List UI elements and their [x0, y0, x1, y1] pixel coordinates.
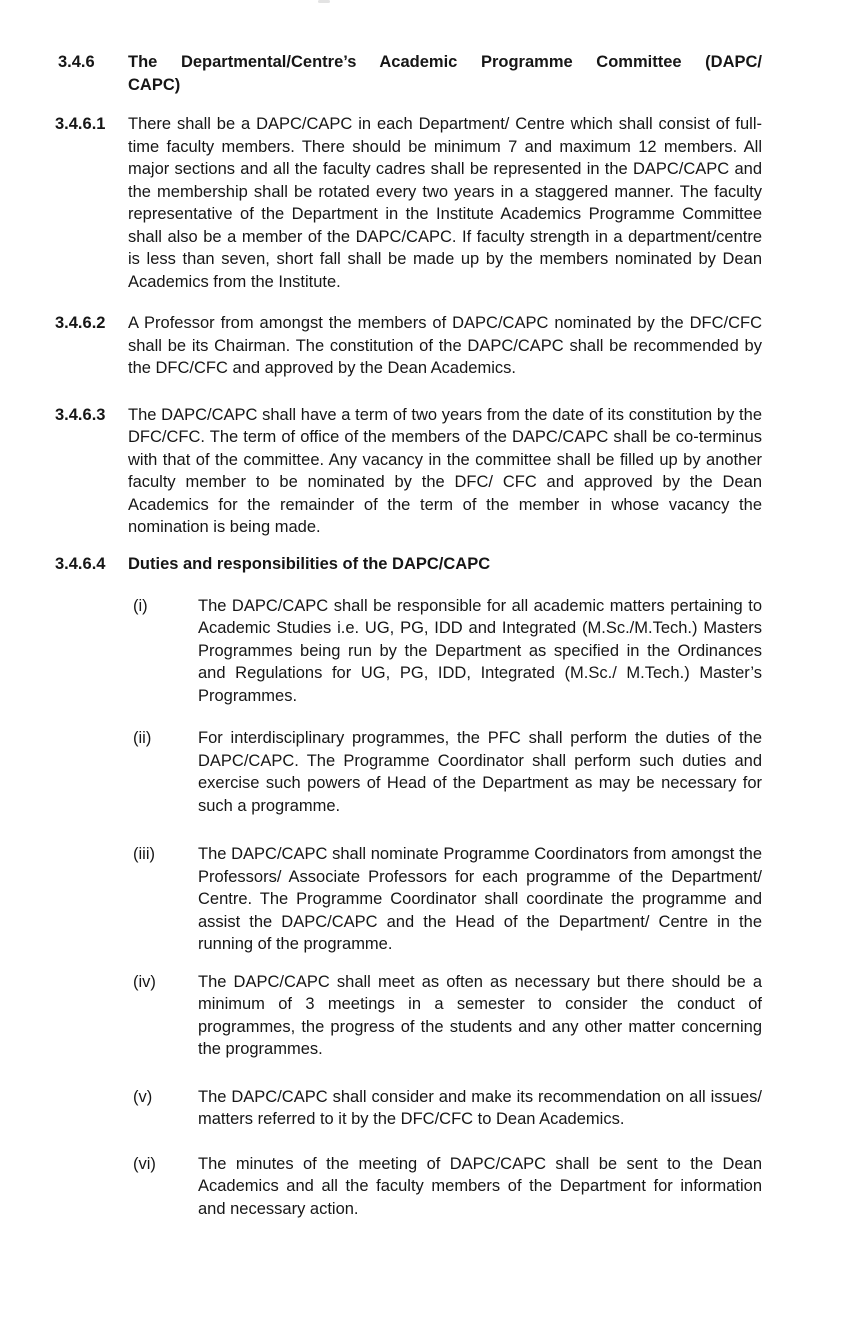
clause-number: 3.4.6.2 [55, 314, 106, 332]
section-heading-line1: The Departmental/Centre’s Academic Programme Committee (DAPC/ [128, 53, 762, 71]
section-heading-text [128, 51, 762, 97]
clause-text: There shall be a DAPC/CAPC in each Department/ Centre which shall consist of full-time faculty members. There should be minimum 7 and maximum 12 members. All major sections and all the faculty cadres shall be represented in the DAPC/CAPC and the membership shall be rotated every two years in a staggered manner. The faculty representative of the Department in the Institute Academics Programme Committee shall also be a member of the DAPC/CAPC. If faculty strength in a department/centre is less than seven, short fall shall be made up by the members nominated by Dean Academics from the Institute. [128, 115, 762, 291]
list-item-text: The DAPC/CAPC shall meet as often as necessary but there should be a minimum of 3 meetings in a semester to consider the conduct of programmes, the progress of the students and any other matter concerning the programmes. [198, 972, 762, 1058]
clause-text: The DAPC/CAPC shall have a term of two years from the date of its constitution by the DFC/CFC. The term of office of the members of the DAPC/CAPC shall be co-terminus with that of the committee. Any vacancy in the committee shall be filled up by another faculty member to be nominated by the DFC/ CFC and approved by the Dean Academics for the remainder of the term of the member in whose vacancy the nomination is being made. [128, 405, 762, 536]
clause-3-4-6-1 [55, 113, 762, 293]
list-item-text: The DAPC/CAPC shall nominate Programme Coordinators from amongst the Professors/ Associate Professors for each programme of the Department/ Centre. The Programme Coordinator shall coordinate the programme and assist the DAPC/CAPC and the Head of the Department/ Centre in the running of the programme. [198, 845, 762, 953]
clause-3-4-6-3 [55, 404, 762, 539]
duty-item-iv [133, 971, 762, 1061]
list-item-text: The minutes of the meeting of DAPC/CAPC shall be sent to the Dean Academics and all the faculty members of the Department for information and necessary action. [198, 1154, 762, 1218]
list-marker: (iii) [133, 845, 155, 863]
clause-text: A Professor from amongst the members of DAPC/CAPC nominated by the DFC/CFC shall be its Chairman. The constitution of the DAPC/CAPC shall be recommended by the DFC/CFC and approved by the Dean Academics. [128, 314, 762, 377]
duty-item-v [133, 1086, 762, 1131]
clause-3-4-6-2 [55, 312, 762, 380]
clause-number: 3.4.6.1 [55, 115, 106, 133]
duty-item-i [133, 595, 762, 708]
duty-item-iii [133, 843, 762, 956]
duty-item-vi [133, 1153, 762, 1221]
section-heading-line2: CAPC) [128, 76, 181, 94]
list-item-text: The DAPC/CAPC shall be responsible for all academic matters pertaining to Academic Studies i.e. UG, PG, IDD and Integrated (M.Sc./M.Tech.) Masters Programmes being run by the Department as specified in the Ordinances and Regulations for UG, PG, IDD, Integrated (M.Sc./ M.Tech.) Master’s Programmes. [198, 596, 762, 705]
list-marker: (i) [133, 596, 148, 615]
list-marker: (vi) [133, 1154, 156, 1173]
list-item-text: The DAPC/CAPC shall consider and make its recommendation on all issues/ matters referred to it by the DFC/CFC to Dean Academics. [198, 1087, 762, 1128]
subheading-number: 3.4.6.4 [55, 554, 106, 573]
clause-number: 3.4.6.3 [55, 405, 106, 424]
section-number: 3.4.6 [58, 53, 95, 71]
list-marker: (iv) [133, 972, 156, 991]
page-content [55, 0, 762, 1220]
duty-item-ii [133, 727, 762, 817]
list-marker: (ii) [133, 729, 152, 747]
list-marker: (v) [133, 1087, 153, 1106]
section-heading-3-4-6 [55, 51, 762, 97]
subheading-title: Duties and responsibilities of the DAPC/CAPC [128, 554, 491, 573]
list-item-text: For interdisciplinary programmes, the PFC shall perform the duties of the DAPC/CAPC. The Programme Coordinator shall perform such duties and exercise such powers of Head of the Department as may be necessary for such a programme. [198, 729, 762, 815]
subheading-3-4-6-4 [55, 553, 762, 576]
